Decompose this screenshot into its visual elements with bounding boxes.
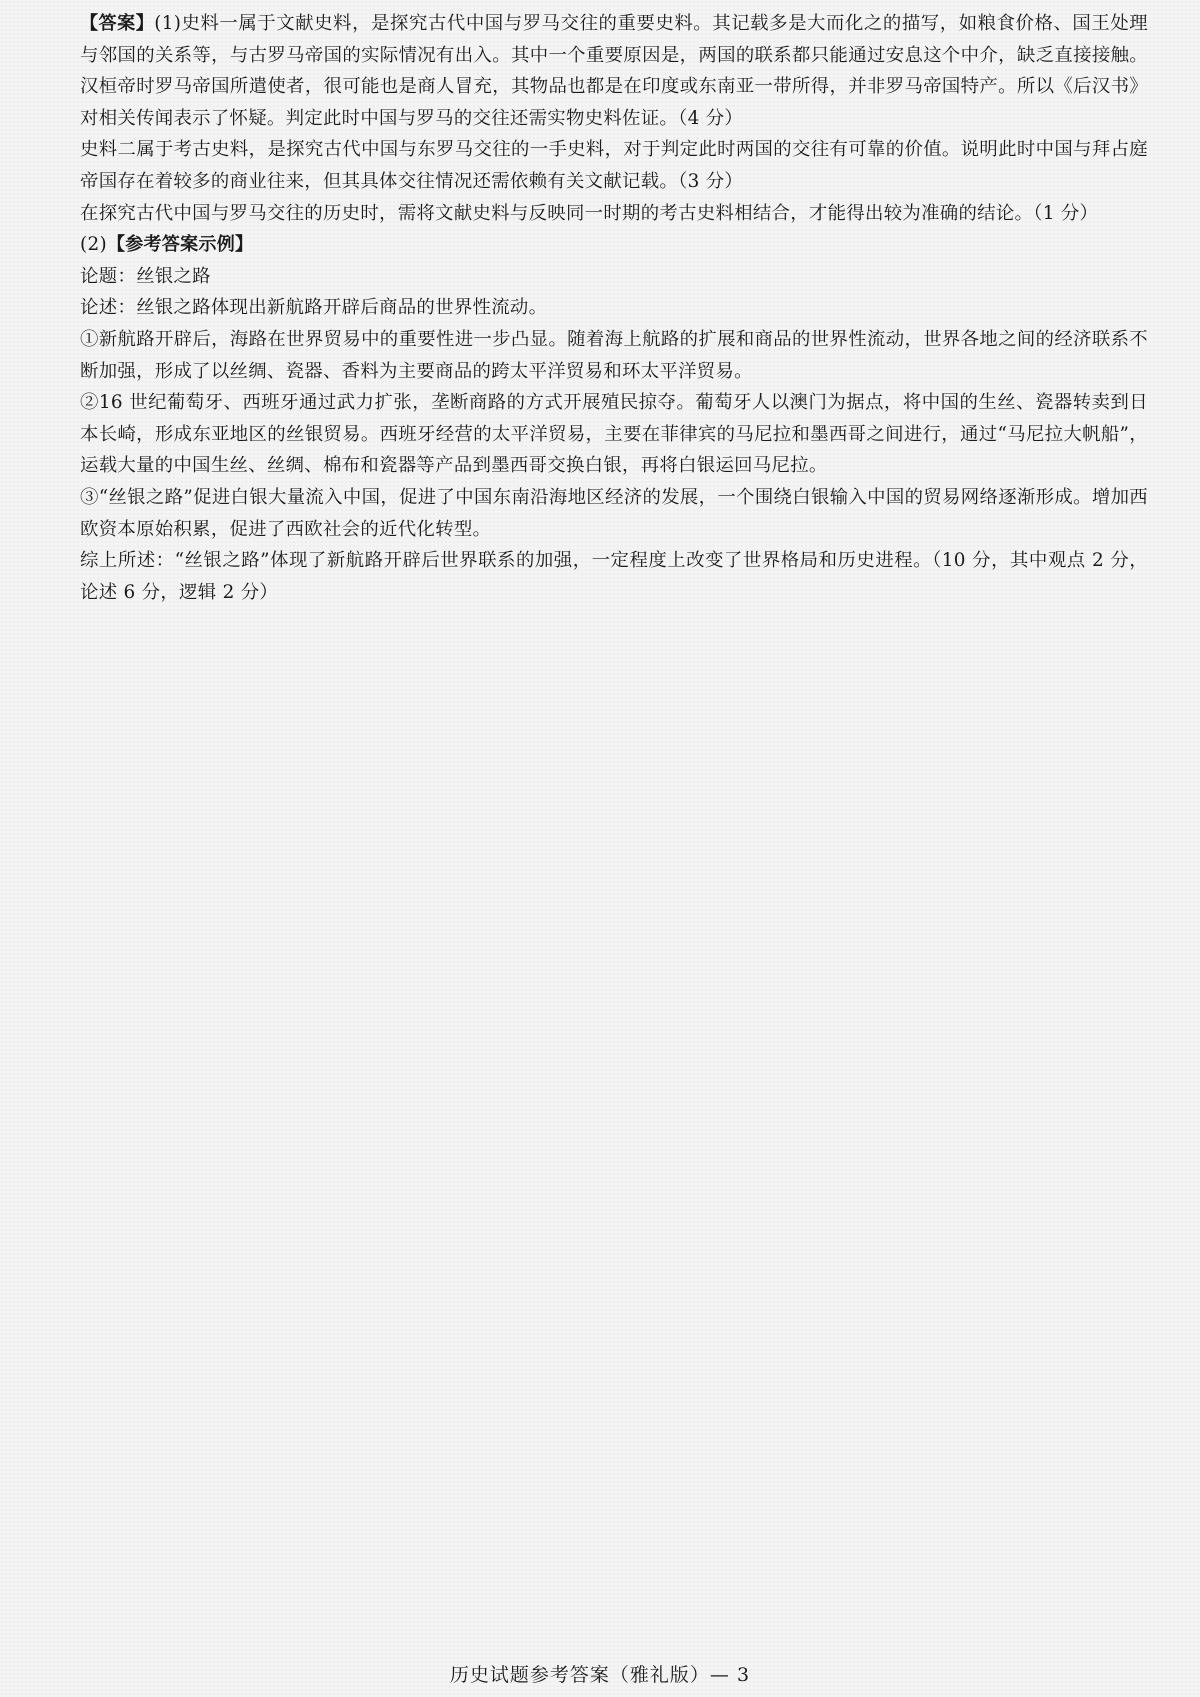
point-2-paragraph: ②16 世纪葡萄牙、西班牙通过武力扩张，垄断商路的方式开展殖民掠夺。葡萄牙人以澳门为据点，将中国的生丝、瓷器转卖到日本长崎，形成东亚地区的丝银贸易。西班牙经营的太平洋贸易，主要在菲律宾的马尼拉和墨西哥之间进行，通过“马尼拉大帆船”，运载大量的中国生丝、丝绸、棉布和瓷器等产品到墨西哥交换白银，再将白银运回马尼拉。 [80, 392, 1148, 477]
answer-part2-number: (2) [80, 234, 107, 256]
answer-section [80, 8, 1148, 608]
thesis-line: 论述：丝银之路体现出新航路开辟后商品的世界性流动。 [80, 297, 548, 319]
point-3-paragraph: ③“丝银之路”促进白银大量流入中国，促进了中国东南沿海地区经济的发展，一个围绕白银输入中国的贸易网络逐渐形成。增加西欧资本原始积累，促进了西欧社会的近代化转型。 [80, 486, 1148, 540]
answer-source2-paragraph: 史料二属于考古史料，是探究古代中国与东罗马交往的一手史料，对于判定此时两国的交往有可靠的价值。说明此时中国与拜占庭帝国存在着较多的商业往来，但其具体交往情况还需依赖有关文献记载。（3 分） [80, 139, 1148, 192]
topic-line: 论题：丝银之路 [80, 265, 211, 287]
answer-conclusion-paragraph: 在探究古代中国与罗马交往的历史时，需将文献史料与反映同一时期的考古史料相结合，才能得出较为准确的结论。（1 分） [80, 202, 1099, 224]
answer-part1-text: (1)史料一属于文献史料，是探究古代中国与罗马交往的重要史料。其记载多是大而化之的描写，如粮食价格、国王处理与邻国的关系等，与古罗马帝国的实际情况有出入。其中一个重要原因是，两国的联系都只能通过安息这个中介，缺乏直接接触。汉桓帝时罗马帝国所遣使者，很可能也是商人冒充，其物品也都是在印度或东南亚一带所得，并非罗马帝国特产。所以《后汉书》对相关传闻表示了怀疑。判定此时中国与罗马的交往还需实物史料佐证。（4 分） [80, 13, 1148, 129]
page-footer: 历史试题参考答案（雅礼版）— 3 [449, 1664, 751, 1686]
answer-label: 【答案】 [80, 13, 155, 34]
answer-part2-heading [80, 229, 1148, 261]
point-1-paragraph: ①新航路开辟后，海路在世界贸易中的重要性进一步凸显。随着海上航路的扩展和商品的世界性流动，世界各地之间的经济联系不断加强，形成了以丝绸、瓷器、香料为主要商品的跨太平洋贸易和环太平洋贸易。 [80, 328, 1148, 382]
reference-answer-label: 【参考答案示例】 [106, 234, 254, 256]
answer-part1-paragraph [80, 8, 1148, 134]
summary-paragraph: 综上所述：“丝银之路”体现了新航路开辟后世界联系的加强，一定程度上改变了世界格局和历史进程。（10 分，其中观点 2 分，论述 6 分，逻辑 2 分） [80, 550, 1148, 603]
